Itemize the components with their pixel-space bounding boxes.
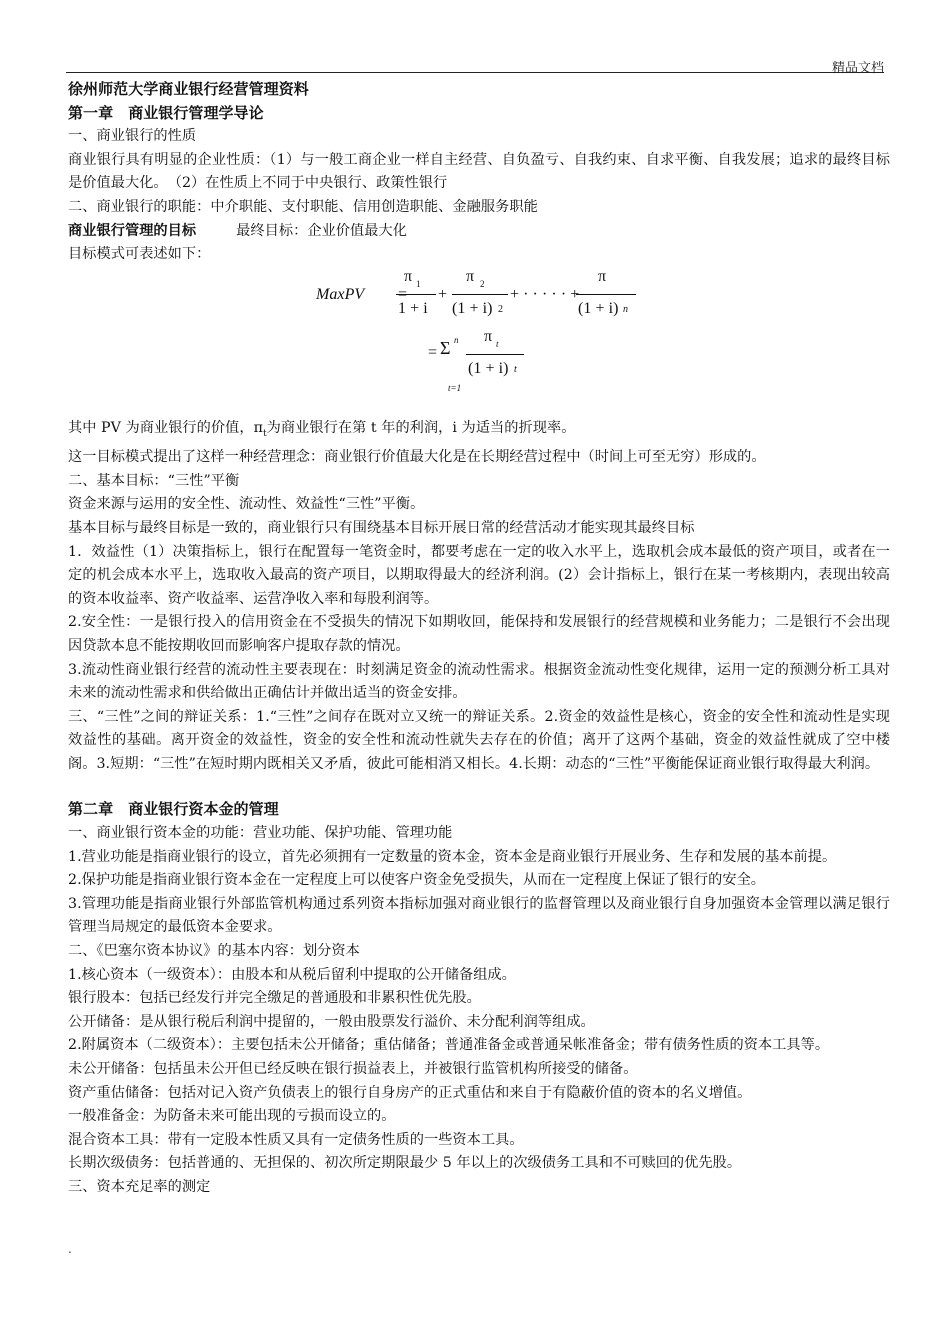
header-rule xyxy=(66,72,884,73)
section-functions-title: 二、商业银行的职能：中介职能、支付职能、信用创造职能、金融服务职能 xyxy=(68,198,538,215)
formula-sum-lower: t=1 xyxy=(448,382,462,393)
paragraph-safety: 2.安全性：一是银行投入的信用资金在不受损失的情况下如期收回，能保持和发展银行的经营规模和业务能力；二是银行不会出现因贷款本息不能按期收回而影响客户提取存款的情况。 xyxy=(68,614,890,654)
core-capital: 1.核心资本（一级资本）：由股本和从税后留利中提取的公开储备组成。 xyxy=(68,966,516,983)
formula-pi-2: π xyxy=(466,267,475,285)
goal-label: 商业银行管理的目标 xyxy=(68,222,197,239)
basic-goal-title: 二、基本目标：“三性”平衡 xyxy=(68,472,240,489)
formula-eq-2: = xyxy=(428,343,438,361)
supplementary-capital: 2.附属资本（二级资本）：主要包括未公开储备；重估储备；普通准备金或普通呆帐准备金；带有债务性质的资本工具等。 xyxy=(68,1037,830,1054)
formula-den-2: (1 + i) xyxy=(452,299,493,317)
basel-title: 二、《巴塞尔资本协议》的基本内容：划分资本 xyxy=(68,943,360,960)
spacer xyxy=(68,776,890,798)
formula-sum-upper: n xyxy=(454,334,459,345)
chapter-2-heading: 第二章 商业银行资本金的管理 xyxy=(68,800,279,819)
pv-note-sub: t xyxy=(263,428,267,439)
formula-sub-t: t xyxy=(496,338,499,349)
formula-pi-n: π xyxy=(598,267,607,285)
fraction-bar-n xyxy=(576,294,636,295)
pv-note-a: 其中 PV 为商业银行的价值，π xyxy=(68,419,263,436)
pv-note-b: 为商业银行在第 t 年的利润，i 为适当的折现率。 xyxy=(266,419,576,436)
fraction-bar-1 xyxy=(396,294,436,295)
formula-pow-n: n xyxy=(623,303,629,315)
document-title: 徐州师范大学商业银行经营管理资料 xyxy=(68,80,309,98)
formula-pow-2: 2 xyxy=(498,303,504,315)
disclosed-reserve: 公开储备：是从银行税后利润中提留的，一般由股票发行溢价、未分配利润等组成。 xyxy=(68,1013,595,1030)
formula-sigma: Σ xyxy=(440,337,451,358)
formula-den-t: (1 + i) xyxy=(468,359,509,377)
formula-den-1: 1 + i xyxy=(398,299,428,317)
hybrid-capital: 混合资本工具：带有一定股本性质又具有一定债务性质的一些资本工具。 xyxy=(68,1131,524,1148)
goal-row xyxy=(68,220,890,244)
formula-pow-t: t xyxy=(514,363,517,375)
section-nature-body: 商业银行具有明显的企业性质：（1）与一般工商企业一样自主经营、自负盈亏、自我约束、自求平衡、自我发展；追求的最终目标是价值最大化。 （2）在性质上不同于中央银行、政策性银行 xyxy=(68,151,890,192)
function-management: 3.管理功能是指商业银行外部监管机构通过系列资本指标加强对商业银行的监督管理以及商业银行自身加强资本金管理以满足银行管理当局规定的最低资本金要求。 xyxy=(68,895,890,936)
revaluation-reserve: 资产重估储备：包括对记入资产负债表上的银行自身房产的正式重估和来自于有隐蔽价值的资本的名义增值。 xyxy=(68,1084,752,1101)
capital-functions-title: 一、商业银行资本金的功能：营业功能、保护功能、管理功能 xyxy=(68,825,453,842)
pv-note xyxy=(68,417,890,446)
model-intro: 目标模式可表述如下： xyxy=(68,246,211,263)
formula-sub-1: 1 xyxy=(416,278,421,289)
paragraph-liquidity: 3.流动性商业银行经营的流动性主要表现在：时刻满足资金的流动性需求。根据资金流动性变化规律，运用一定的预测分析工具对未来的流动性需求和供给做出正确估计并做出适当的资金安排。 xyxy=(68,661,890,702)
function-protection: 2.保护功能是指商业银行资本金在一定程度上可以使客户资金免受损失，从而在一定程度上保证了银行的安全。 xyxy=(68,872,766,889)
footer-mark: . xyxy=(68,1242,72,1256)
fraction-bar-t xyxy=(466,354,524,355)
pv-formula xyxy=(68,267,890,417)
goal-final: 最终目标：企业价值最大化 xyxy=(236,222,407,239)
formula-den-n: (1 + i) xyxy=(578,299,619,317)
general-provision: 一般准备金：为防备未来可能出现的亏损而设立的。 xyxy=(68,1108,396,1125)
formula-sub-2: 2 xyxy=(480,278,485,289)
formula-pi-1: π xyxy=(404,267,413,285)
formula-pi-t: π xyxy=(484,327,493,345)
formula-dots: + · · · · · + xyxy=(510,285,580,303)
undisclosed-reserve: 未公开储备：包括虽未公开但已经反映在银行损益表上，并被银行监管机构所接受的储备。 xyxy=(68,1061,638,1078)
paragraph-relations: 三、“三性”之间的辩证关系：1.“三性”之间存在既对立又统一的辩证关系。2.资金的效益性是核心，资金的安全性和流动性是实现效益性的基础。离开资金的效益性，资金的安全性和流动性就失去存在的价值；离开了这两个基础，资金的效益性就成了空中楼阁。3.短期：“三性”在短时期内既相关又矛盾，彼此可能相消又相长。4.长期：动态的“三性”平衡能保证商业银行取得最大利润。 xyxy=(68,708,890,772)
management-idea: 这一目标模式提出了这样一种经营理念：商业银行价值最大化是在长期经营过程中（时间上可至无穷）形成的。 xyxy=(68,449,766,466)
basic-goal-body-2: 基本目标与最终目标是一致的，商业银行只有围绕基本目标开展日常的经营活动才能实现其最终目标 xyxy=(68,519,695,536)
formula-lhs: MaxPV xyxy=(316,285,365,303)
bank-stock: 银行股本：包括已经发行并完全缴足的普通股和非累积性优先股。 xyxy=(68,990,481,1007)
basic-goal-body-1: 资金来源与运用的安全性、流动性、效益性“三性”平衡。 xyxy=(68,496,425,513)
paragraph-efficiency: 1．效益性（1）决策指标上，银行在配置每一笔资金时，都要考虑在一定的收入水平上，选取机会成本最低的资产项目，或者在一定的机会成本水平上，选取收入最高的资产项目，以期取得最大的经济利润。(2）会计指标上，银行在某一考核期内，表现出较高的资本收益率、资产收益率、运营净收入率和每股利润等。 xyxy=(68,543,890,607)
section-nature-title: 一、商业银行的性质 xyxy=(68,128,197,145)
function-business: 1.营业功能是指商业银行的设立，首先必须拥有一定数量的资本金，资本金是商业银行开展业务、生存和发展的基本前提。 xyxy=(68,848,837,865)
subordinated-debt: 长期次级债务：包括普通的、无担保的、初次所定期限最少 5 年以上的次级债务工具和不可赎回的优先股。 xyxy=(68,1155,742,1172)
formula-plus-1: + xyxy=(438,285,448,303)
fraction-bar-2 xyxy=(452,294,508,295)
document-body xyxy=(68,78,890,1200)
header-label: 精品文档 xyxy=(831,61,884,76)
capital-adequacy-title: 三、资本充足率的测定 xyxy=(68,1178,211,1195)
formula-eq-1: = xyxy=(398,285,408,303)
chapter-1-heading: 第一章 商业银行管理学导论 xyxy=(68,103,264,122)
